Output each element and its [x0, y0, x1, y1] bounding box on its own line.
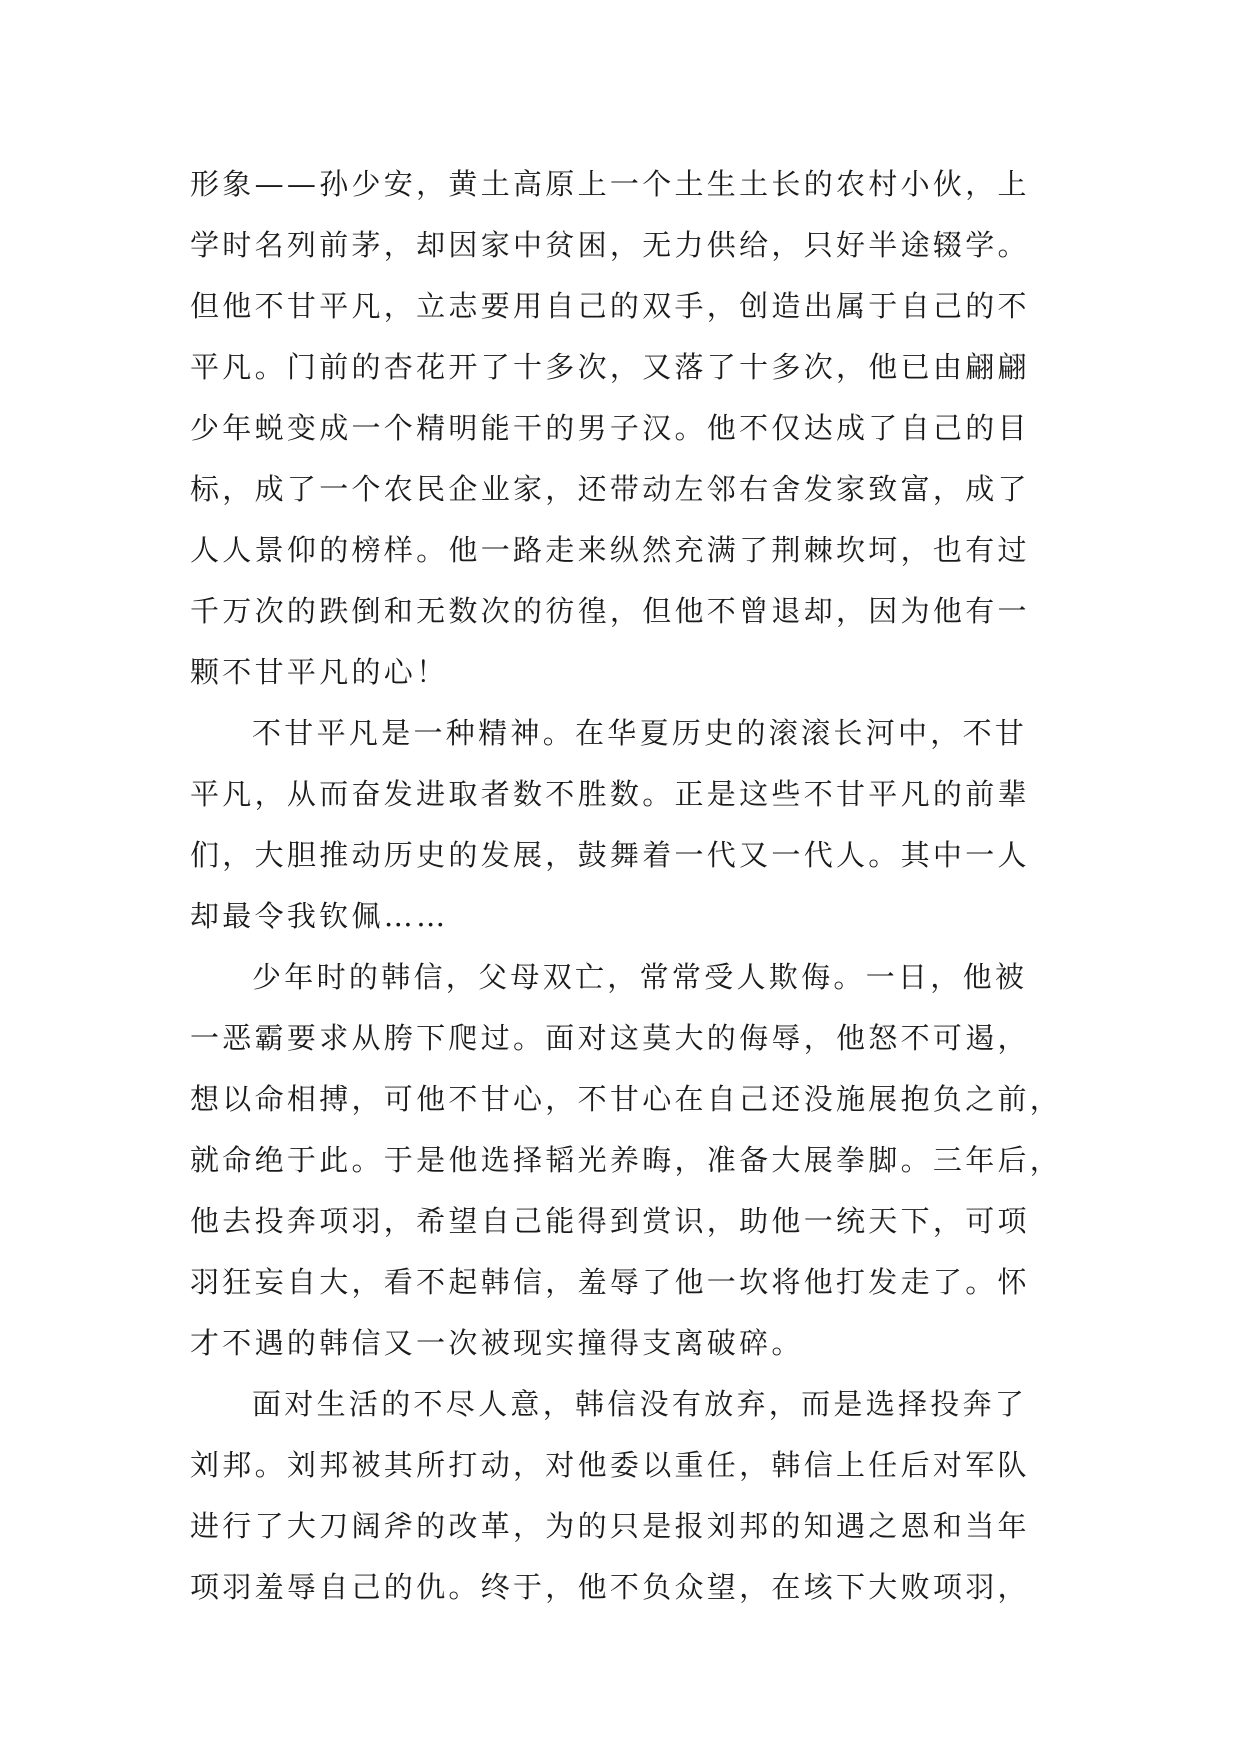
text-line: 一恶霸要求从胯下爬过。面对这莫大的侮辱，他怒不可遏，	[190, 1021, 1030, 1055]
text-line: 羽狂妄自大，看不起韩信，羞辱了他一坎将他打发走了。怀	[190, 1265, 1030, 1299]
paragraph-first-line: 面对生活的不尽人意，韩信没有放弃，而是选择投奔了	[252, 1387, 1028, 1421]
text-line: 就命绝于此。于是他选择韬光养晦，准备大展拳脚。三年后，	[190, 1143, 1063, 1177]
text-line: 标，成了一个农民企业家，还带动左邻右舍发家致富，成了	[190, 472, 1030, 506]
text-line: 人人景仰的榜样。他一路走来纵然充满了荆棘坎坷，也有过	[190, 533, 1030, 567]
text-line: 想以命相搏，可他不甘心，不甘心在自己还没施展抱负之前，	[190, 1082, 1063, 1116]
text-line: 进行了大刀阔斧的改革，为的只是报刘邦的知遇之恩和当年	[190, 1509, 1030, 1543]
text-line: 学时名列前茅，却因家中贫困，无力供给，只好半途辍学。	[190, 228, 1030, 262]
text-line: 项羽羞辱自己的仇。终于，他不负众望，在垓下大败项羽，	[190, 1570, 1030, 1604]
text-line: 颗不甘平凡的心！	[190, 655, 449, 689]
text-line: 他去投奔项羽，希望自己能得到赏识，助他一统天下，可项	[190, 1204, 1030, 1238]
text-line: 却最令我钦佩……	[190, 899, 449, 933]
text-line: 平凡，从而奋发进取者数不胜数。正是这些不甘平凡的前辈	[190, 777, 1030, 811]
text-line: 千万次的跌倒和无数次的彷徨，但他不曾退却，因为他有一	[190, 594, 1030, 628]
text-line: 形象——孙少安，黄土高原上一个土生土长的农村小伙，上	[190, 167, 1030, 201]
paragraph-first-line: 少年时的韩信，父母双亡，常常受人欺侮。一日，他被	[252, 960, 1028, 994]
paragraph-first-line: 不甘平凡是一种精神。在华夏历史的滚滚长河中，不甘	[252, 716, 1028, 750]
text-line: 刘邦。刘邦被其所打动，对他委以重任，韩信上任后对军队	[190, 1448, 1030, 1482]
text-line: 平凡。门前的杏花开了十多次，又落了十多次，他已由翩翩	[190, 350, 1030, 384]
text-line: 但他不甘平凡，立志要用自己的双手，创造出属于自己的不	[190, 289, 1030, 323]
text-line: 才不遇的韩信又一次被现实撞得支离破碎。	[190, 1326, 804, 1360]
text-line: 们，大胆推动历史的发展，鼓舞着一代又一代人。其中一人	[190, 838, 1030, 872]
text-line: 少年蜕变成一个精明能干的男子汉。他不仅达成了自己的目	[190, 411, 1030, 445]
essay-body	[190, 154, 1070, 1618]
